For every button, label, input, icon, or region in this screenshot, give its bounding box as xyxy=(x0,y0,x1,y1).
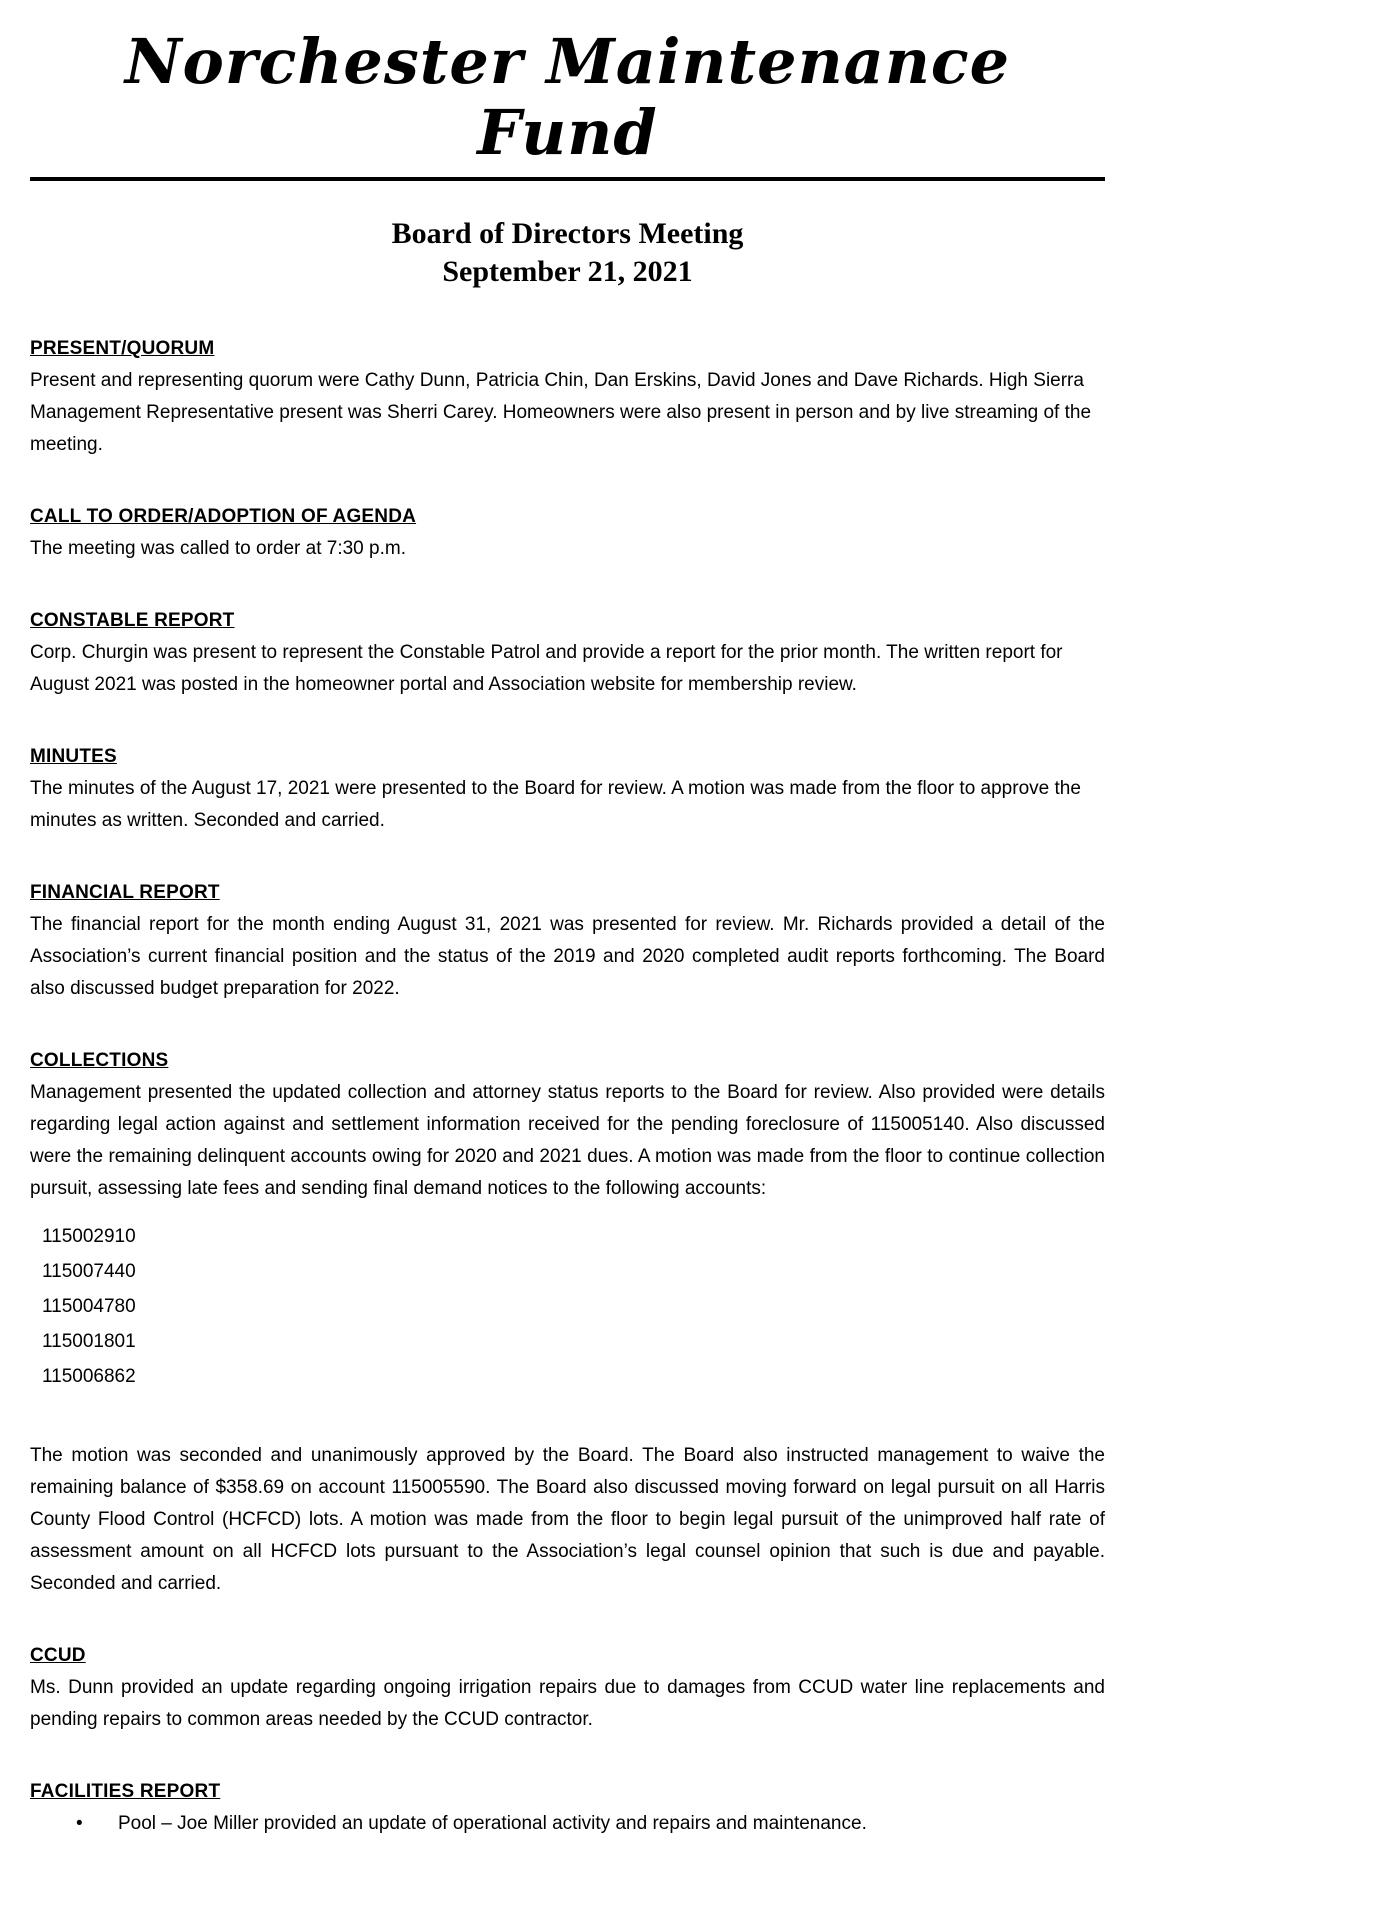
section-paragraph: Management presented the updated collection and attorney status reports to the Board for review. Also provided were details regarding legal action against and settlement information received for the pending foreclosure of 115005140. Also discussed were the remaining delinquent accounts owing for 2020 and 2021 dues. A motion was made from the floor to continue collection pursuit, assessing late fees and sending final demand notices to the following accounts: xyxy=(30,1081,1105,1199)
doc-title xyxy=(30,215,1105,291)
section-heading: FINANCIAL REPORT xyxy=(30,881,220,903)
section-heading: CCUD xyxy=(30,1644,86,1666)
section-heading: CONSTABLE REPORT xyxy=(30,609,235,631)
account-number: 115006862 xyxy=(42,1365,136,1387)
org-name: Norchester Maintenance Fund xyxy=(30,26,1105,181)
section-paragraph: The financial report for the month ending August 31, 2021 was presented for review. Mr. Richards provided a detail of the Association’s current financial position and the status of the 2019 and 2020 completed audit reports forthcoming. The Board also discussed budget preparation for 2022. xyxy=(30,913,1105,999)
section-call-to-order xyxy=(30,501,1105,565)
section-paragraph: The minutes of the August 17, 2021 were presented to the Board for review. A motion was made from the floor to approve the minutes as written. Seconded and carried. xyxy=(30,777,1081,831)
section-constable-report xyxy=(30,605,1105,701)
section-heading: CALL TO ORDER/ADOPTION OF AGENDA xyxy=(30,505,417,527)
section-paragraph: Ms. Dunn provided an update regarding ongoing irrigation repairs due to damages from CCUD water line replacements and pending repairs to common areas needed by the CCUD contractor. xyxy=(30,1676,1105,1730)
section-heading: FACILITIES REPORT xyxy=(30,1780,221,1802)
account-number-list xyxy=(42,1219,1105,1394)
doc-title-line2: September 21, 2021 xyxy=(442,254,693,288)
account-number: 115001801 xyxy=(42,1330,136,1352)
section-facilities-report xyxy=(30,1776,1105,1840)
section-heading: PRESENT/QUORUM xyxy=(30,337,215,359)
section-paragraph: The meeting was called to order at 7:30 p.m. xyxy=(30,537,406,559)
org-header xyxy=(30,26,1105,181)
section-present-quorum xyxy=(30,333,1105,461)
bullet-icon: • xyxy=(76,1812,83,1834)
section-ccud xyxy=(30,1640,1105,1736)
section-financial-report xyxy=(30,877,1105,1005)
section-paragraph: Corp. Churgin was present to represent the Constable Patrol and provide a report for the prior month. The written report for August 2021 was posted in the homeowner portal and Association website for membership review. xyxy=(30,641,1063,695)
section-paragraph: Present and representing quorum were Cathy Dunn, Patricia Chin, Dan Erskins, David Jones and Dave Richards. High Sierra Management Representative present was Sherri Carey. Homeowners were also present in person and by live streaming of the meeting. xyxy=(30,369,1092,455)
section-heading: COLLECTIONS xyxy=(30,1049,169,1071)
account-number: 115004780 xyxy=(42,1295,136,1317)
section-minutes xyxy=(30,741,1105,837)
facilities-bullet-item xyxy=(30,1808,1105,1840)
section-collections xyxy=(30,1045,1105,1600)
motion-paragraph: The motion was seconded and unanimously approved by the Board. The Board also instructed management to waive the remaining balance of $358.69 on account 115005590. The Board also discussed moving forward on legal pursuit on all Harris County Flood Control (HCFCD) lots. A motion was made from the floor to begin legal pursuit of the unimproved half rate of assessment amount on all HCFCD lots pursuant to the Association’s legal counsel opinion that such is due and payable. Seconded and carried. xyxy=(30,1444,1105,1594)
account-number: 115002910 xyxy=(42,1225,136,1247)
account-number: 115007440 xyxy=(42,1260,136,1282)
facilities-bullet-text: Pool – Joe Miller provided an update of operational activity and repairs and maintenance. xyxy=(118,1812,867,1834)
doc-title-line1: Board of Directors Meeting xyxy=(391,216,744,250)
section-heading: MINUTES xyxy=(30,745,117,767)
